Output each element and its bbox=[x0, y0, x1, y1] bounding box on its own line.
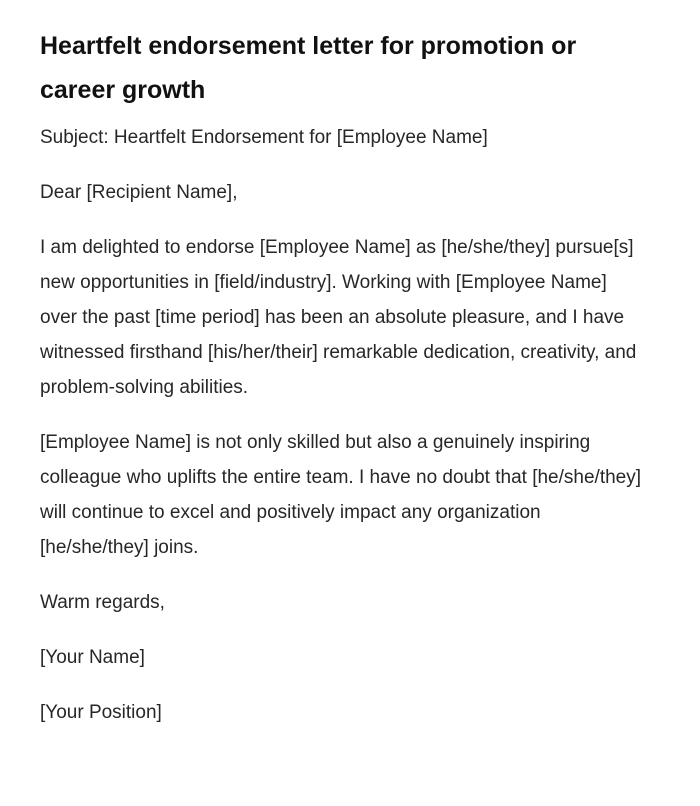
closing-line: Warm regards, bbox=[40, 592, 165, 613]
body-paragraph-1: I am delighted to endorse [Employee Name] as [he/she/they] pursue[s] new opportunities in [field/industry]. Working with [Employee Name] over the past [time period] has been an absolute pleasure, and I have witnessed firsthand [his/her/their] remarkable dedication, creativity, and problem-solving abilities. bbox=[40, 237, 637, 398]
signature-position: [Your Position] bbox=[40, 702, 162, 723]
signature-name: [Your Name] bbox=[40, 647, 145, 668]
subject-line: Subject: Heartfelt Endorsement for [Employee Name] bbox=[40, 127, 488, 148]
salutation: Dear [Recipient Name], bbox=[40, 182, 238, 203]
page-title: Heartfelt endorsement letter for promotion or career growth bbox=[40, 32, 577, 104]
body-paragraph-2: [Employee Name] is not only skilled but also a genuinely inspiring colleague who uplifts the entire team. I have no doubt that [he/she/they] will continue to excel and positively impact any organization [he/she/they] joins. bbox=[40, 432, 642, 558]
